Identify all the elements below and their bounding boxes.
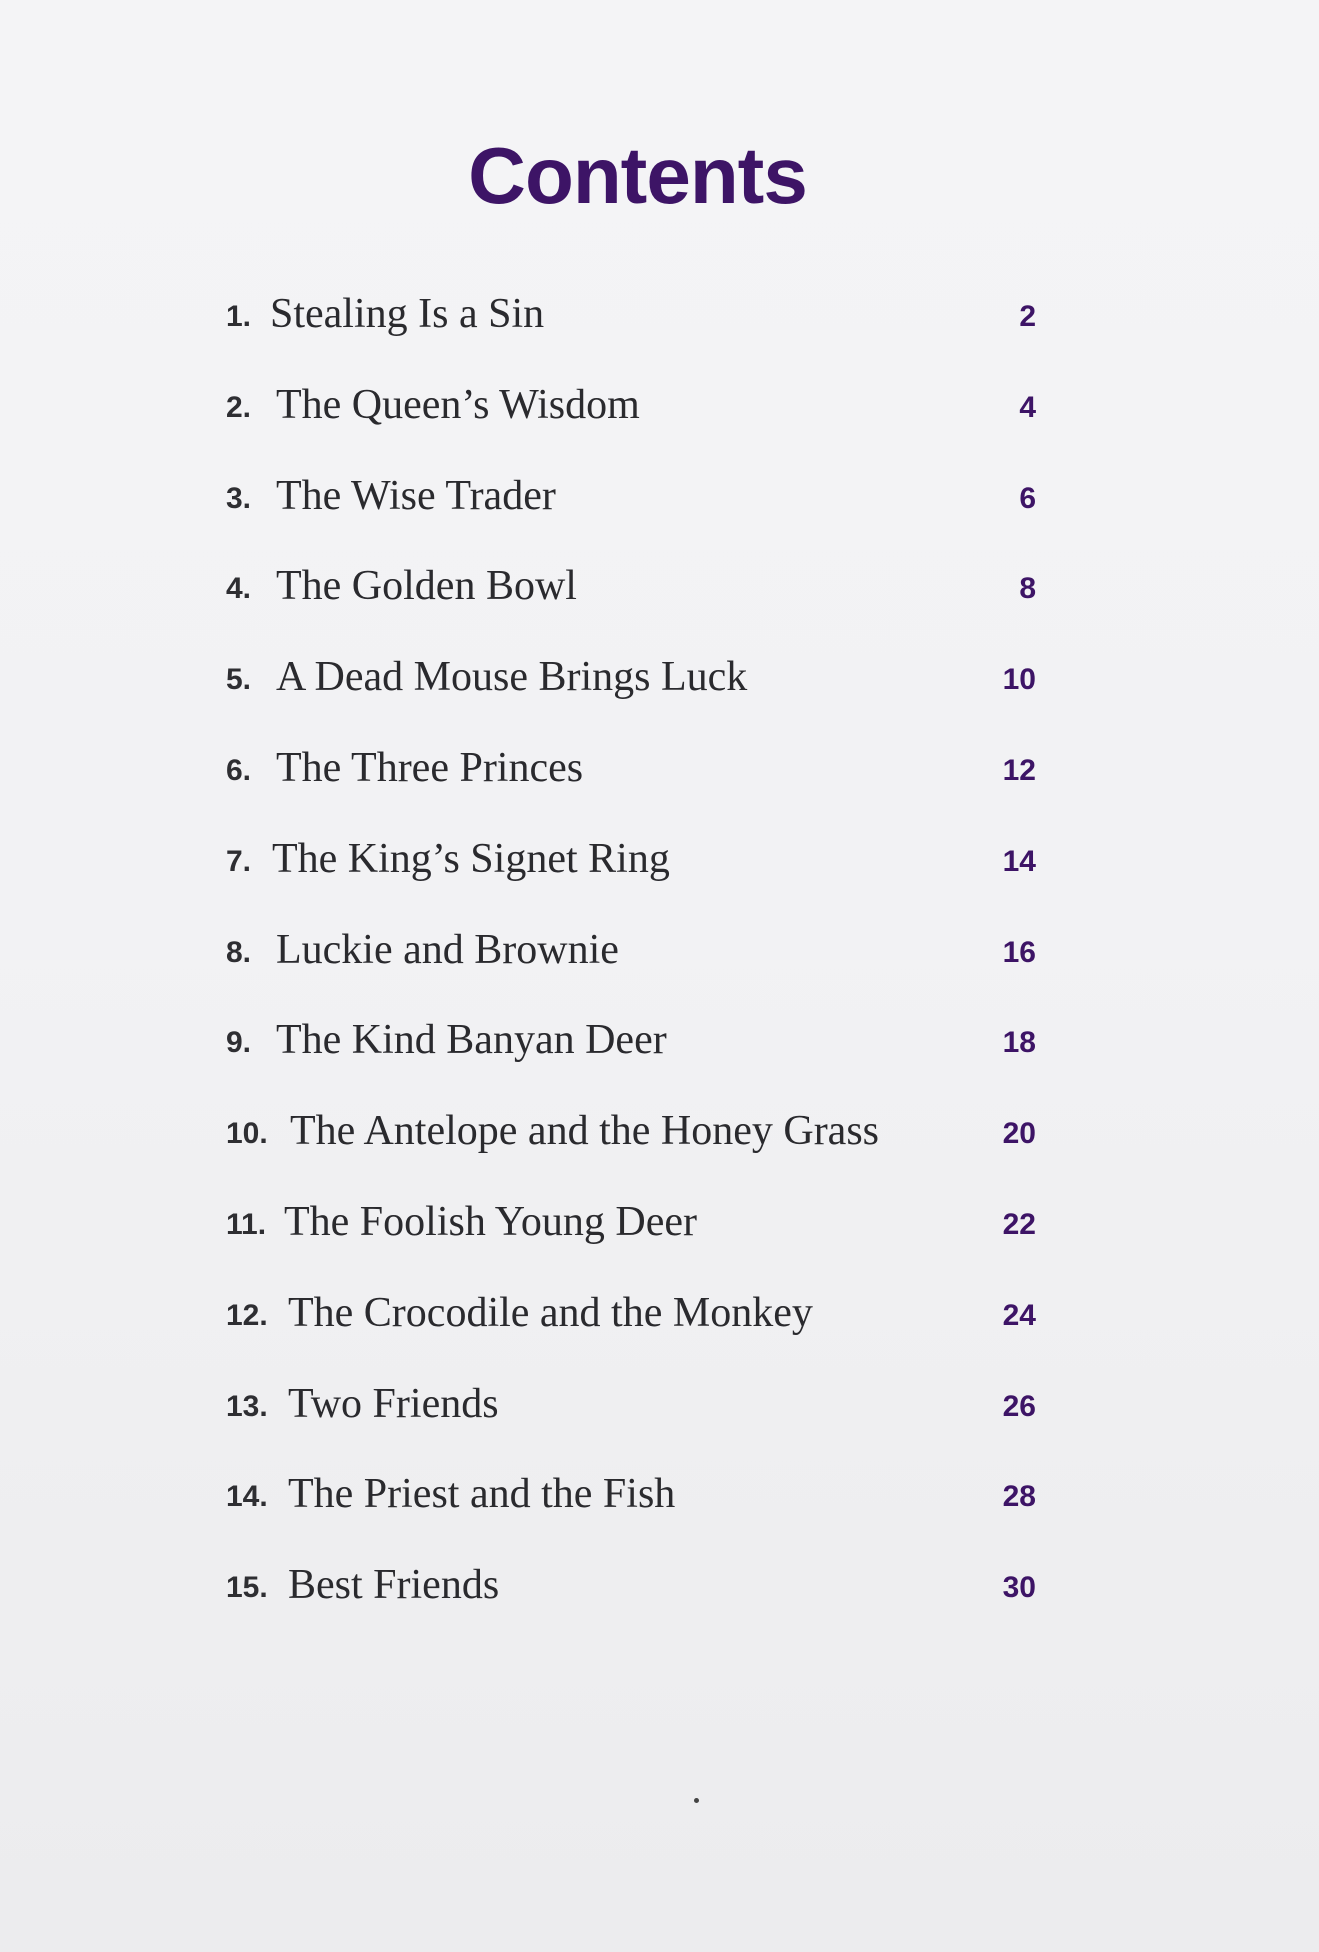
page-number: 28 [1002, 1480, 1036, 1514]
entry-number: 6. [226, 753, 252, 787]
entry-number: 4. [226, 572, 252, 606]
page-number: 22 [1002, 1207, 1036, 1241]
toc-entry [226, 643, 1036, 734]
story-title: The Three Princes [276, 744, 584, 791]
page-title: Contents [468, 131, 807, 220]
entry-number: 1. [226, 300, 252, 333]
toc-entry [226, 916, 1036, 1007]
toc-entry [226, 1279, 1036, 1370]
entry-number: 5. [226, 663, 252, 697]
entry-number: 11. [226, 1207, 267, 1241]
page-number: 16 [1002, 935, 1036, 969]
entry-number: 9. [226, 1026, 252, 1060]
story-title: The Queen’s Wisdom [276, 381, 640, 428]
speck-mark [694, 1798, 699, 1803]
story-title: The King’s Signet Ring [272, 835, 670, 882]
story-title: The Antelope and the Honey Grass [290, 1108, 880, 1155]
page-number: 14 [1002, 844, 1036, 878]
story-title: Luckie and Brownie [276, 926, 619, 973]
entry-number: 8. [226, 935, 252, 969]
story-title: The Crocodile and the Monkey [288, 1289, 813, 1336]
toc-entry [226, 1188, 1036, 1279]
entry-number: 13. [226, 1389, 268, 1423]
story-title: The Golden Bowl [276, 563, 577, 610]
story-title: The Wise Trader [276, 472, 556, 519]
toc-entry [226, 552, 1036, 643]
story-title: A Dead Mouse Brings Luck [276, 654, 748, 701]
toc-entry [226, 734, 1036, 825]
page-number: 6 [1019, 481, 1036, 515]
toc-entry [226, 1460, 1036, 1551]
story-title: The Kind Banyan Deer [276, 1017, 667, 1064]
toc-entry [226, 1097, 1036, 1188]
entry-number: 14. [226, 1480, 268, 1514]
page-number: 12 [1002, 753, 1036, 787]
entry-number: 15. [226, 1571, 268, 1605]
page-number: 2 [1019, 300, 1036, 333]
toc-entry [226, 1006, 1036, 1097]
page-number: 18 [1002, 1026, 1036, 1060]
toc-entry [226, 371, 1036, 462]
story-title: Two Friends [288, 1380, 499, 1427]
entry-number: 3. [226, 481, 252, 515]
story-title: The Priest and the Fish [288, 1471, 676, 1518]
toc-entry [226, 1370, 1036, 1461]
toc-entry [226, 462, 1036, 553]
page-number: 4 [1019, 390, 1036, 424]
toc-entry [226, 1551, 1036, 1642]
page-number: 20 [1002, 1117, 1036, 1151]
story-title: The Foolish Young Deer [284, 1198, 698, 1245]
entry-number: 12. [226, 1298, 268, 1332]
entry-number: 10. [226, 1117, 268, 1151]
page-number: 24 [1002, 1298, 1036, 1332]
page-number: 8 [1019, 572, 1036, 606]
page-number: 10 [1002, 663, 1036, 697]
toc-entry [226, 825, 1036, 916]
entry-number: 7. [226, 844, 252, 878]
entry-number: 2. [226, 390, 252, 424]
table-of-contents [226, 280, 1036, 1642]
story-title: Best Friends [288, 1562, 500, 1609]
page-number: 30 [1002, 1571, 1036, 1605]
toc-entry [226, 280, 1036, 371]
page-number: 26 [1002, 1389, 1036, 1423]
story-title: Stealing Is a Sin [270, 291, 545, 337]
